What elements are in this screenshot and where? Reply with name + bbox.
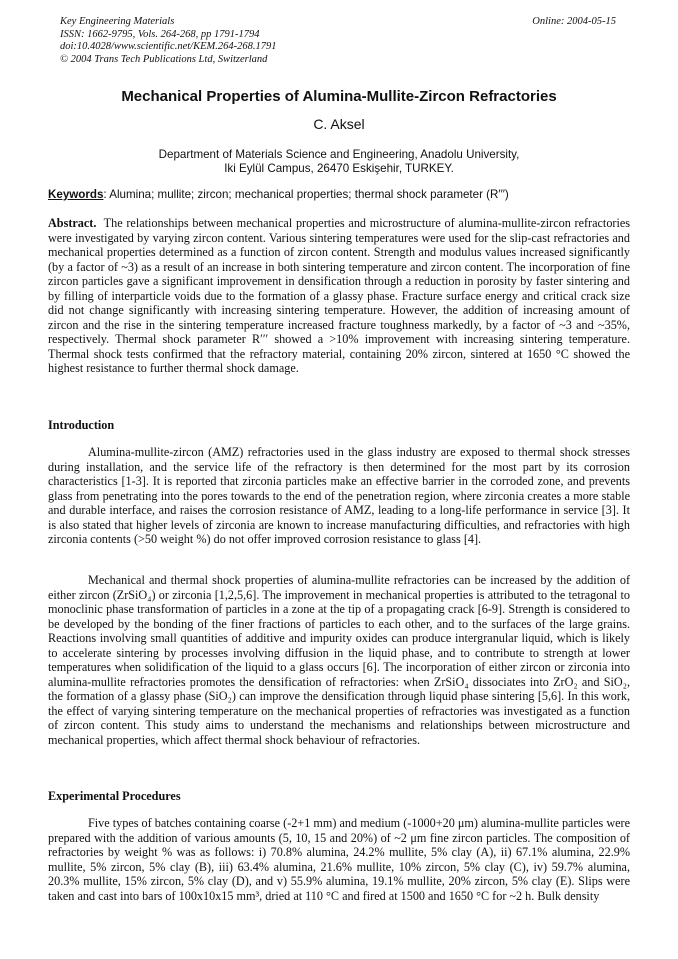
issn-line: ISSN: 1662-9795, Vols. 264-268, pp 1791-1794 xyxy=(60,28,260,40)
experimental-heading: Experimental Procedures xyxy=(48,789,181,803)
experimental-body xyxy=(48,816,630,903)
intro-paragraph-2: Mechanical and thermal shock properties of alumina-mullite refractories can be increased by the addition of either zircon (ZrSiO₄) or zirconia [1,2,5,6]. The improvement in mechanical properties is attributed to the tetragonal to monoclinic phase transformation of particles in a zone at the tip of a propagating crack [6-9]. Strength is considered to be developed by the bonding of the finer fractions of particles to each other, and to the surfaces of the large grains. Reactions involving small quantities of additive and impurity oxides can produce intergranular liquid, which is likely to accelerate sintering by processes involving diffusion in the liquid phase, and to contribute to strength at lower temperatures when solidification of the liquid to a glass occurs [6]. The incorporation of either zircon or zirconia into alumina-mullite refractories promotes the densification of refractories: when ZrSiO₄ dissociates into ZrO₂ and SiO₂, the formation of a glassy phase (SiO₂) can improve the densification through liquid phase sintering [5,6]. In this work, the effect of varying sintering temperature on the mechanical properties of refractories was investigated as a function of zircon content. This study aims to understand the mechanisms and relationships between microstructure and mechanical properties, which affect thermal shock behaviour of refractories. xyxy=(48,573,630,747)
keywords-label: Keywords xyxy=(48,188,104,201)
introduction-body-2 xyxy=(48,573,630,747)
doi-line: doi:10.4028/www.scientific.net/KEM.264-268.1791 xyxy=(60,41,277,53)
experimental-paragraph-1: Five types of batches containing coarse (-2+1 mm) and medium (-1000+20 μm) alumina-mullite particles were prepared with the addition of various amounts (5, 10, 15 and 20%) of ~2 μm fine zircon particles. The composition of refractories by weight % was as follows: i) 70.8% alumina, 24.2% mullite, 5% clay (A), ii) 67.1% alumina, 22.9% mullite, 5% zircon, 5% clay (B), iii) 63.4% alumina, 21.6% mullite, 10% zircon, 5% clay (C), iv) 59.7% alumina, 20.3% mullite, 15% zircon, 5% clay (D), and v) 55.9% alumina, 19.1% mullite, 20% zircon, 5% clay (E). Slips were taken and cast into bars of 100x10x15 mm³, dried at 110 °C and fired at 1500 and 1650 °C for ~2 h. Bulk density xyxy=(48,816,630,903)
keywords-text: : Alumina; mullite; zircon; mechanical properties; thermal shock parameter (R′′′) xyxy=(103,188,509,201)
online-date: Online: 2004-05-15 xyxy=(532,16,616,27)
paper-title: Mechanical Properties of Alumina-Mullite-Zircon Refractories xyxy=(121,88,557,105)
affiliation-line-1: Department of Materials Science and Engineering, Anadolu University, xyxy=(158,148,520,161)
keywords xyxy=(48,188,638,201)
abstract-text: The relationships between mechanical properties and microstructure of alumina-mullite-zircon refractories were investigated by varying zircon content. Various sintering temperatures were used for the slip-cast refractories and mechanical properties determined as a function of zircon content. Strength and modulus values increased significantly (by a factor of ~3) as a result of an increase in both sintering temperature and zircon content. The incorporation of fine zircon particles gave a significant improvement in densification through a reduction in porosity by faster sintering and by filling of interparticle voids due to the formation of a glassy phase. Fracture surface energy and critical crack size did not change significantly with increasing sintering temperature. However, the addition of increasing amount of zircon and the rise in the sintering temperature increased fracture toughness markedly, by a factor of ~3 and ~35%, respectively. Thermal shock parameter R′′′ showed a >10% improvement with increasing sintering temperature. Thermal shock tests confirmed that the refractory material, containing 20% zircon, sintered at 1650 °C showed the highest resistance to further thermal shock damage. xyxy=(48,216,631,375)
copyright-line: © 2004 Trans Tech Publications Ltd, Switzerland xyxy=(60,53,268,65)
intro-paragraph-1: Alumina-mullite-zircon (AMZ) refractories used in the glass industry are exposed to thermal shock stresses during installation, and the service life of the refractory is then determined for the most part by its corrosion characteristics [1-3]. It is reported that zirconia particles make an effective barrier in the corroded zone, and prevents glass from penetrating into the pores towards to the end of the penetration region, where zirconia creates a more stable and durable interface, and raises the corrosion resistance of AMZ, leading to a long-life performance in service [3]. It is also stated that higher levels of zirconia are known to increase manufacturing difficulties, and refractories with high zirconia contents (>50 weight %) do not offer improved corrosion resistance to glass [4]. xyxy=(48,445,630,546)
journal-name: Key Engineering Materials xyxy=(60,16,175,27)
introduction-body xyxy=(48,445,630,547)
affiliation-line-2: Iki Eylül Campus, 26470 Eskişehir, TURKEY. xyxy=(224,162,454,175)
affiliation xyxy=(0,148,678,176)
abstract xyxy=(48,216,630,376)
introduction-heading: Introduction xyxy=(48,418,115,432)
abstract-label: Abstract. xyxy=(48,216,97,230)
author-name: C. Aksel xyxy=(313,116,365,132)
journal-header xyxy=(60,16,277,66)
